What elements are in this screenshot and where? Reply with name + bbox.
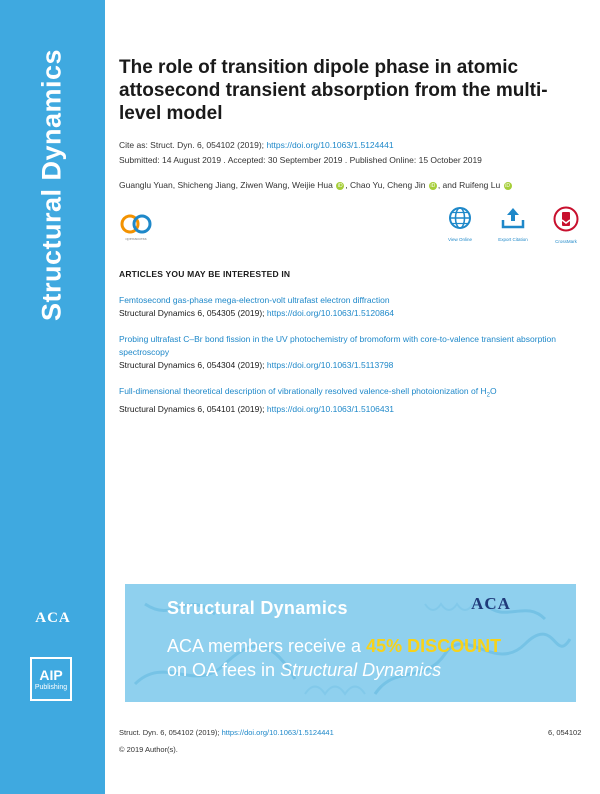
orcid-icon[interactable]: iD — [337, 182, 343, 189]
banner-offer-text: ACA members receive a — [167, 636, 367, 656]
title-text-end: O — [489, 386, 497, 396]
export-citation-button[interactable] — [493, 206, 533, 242]
authors-part-2: , Chao Yu, Cheng Jin — [345, 180, 426, 190]
copyright-notice: © 2019 Author(s). — [119, 745, 178, 754]
banner-discount-highlight: 45% DISCOUNT — [366, 636, 502, 656]
authors-part-3: , and Ruifeng Lu — [437, 180, 501, 190]
aip-publishing-logo[interactable] — [30, 657, 72, 701]
related-article-journal: Structural Dynamics 6, 054304 (2019); — [119, 360, 265, 370]
journal-name-vertical: Structural Dynamics — [36, 48, 67, 322]
banner-aca-logo: ACA — [471, 594, 511, 613]
open-access-label: openaccess — [125, 236, 147, 241]
related-article-reference — [119, 359, 574, 372]
footer-page-number: 6, 054102 — [548, 728, 582, 737]
related-article-reference — [119, 307, 574, 320]
journal-sidebar — [0, 0, 105, 794]
banner-offer-text-2: on OA fees in — [167, 660, 281, 680]
related-article-journal: Structural Dynamics 6, 054101 (2019); — [119, 403, 265, 414]
banner-journal-italic: Structural Dynamics — [280, 660, 442, 680]
related-article-reference — [119, 403, 574, 416]
banner-offer-line-1 — [167, 636, 501, 657]
aip-logo-text: AIP — [39, 667, 63, 683]
related-article-title-link[interactable]: Probing ultrafast C–Br bond fission in the UV photochemistry of bromoform with core-to-valence transient absorption spectroscopy — [119, 334, 557, 357]
authors-part-1: Guanglu Yuan, Shicheng Jiang, Ziwen Wang, Weijie Hua — [119, 180, 333, 190]
crossmark-button[interactable] — [546, 206, 586, 244]
author-list — [119, 180, 513, 190]
related-articles-heading: ARTICLES YOU MAY BE INTERESTED IN — [119, 269, 291, 279]
article-doi-link[interactable]: https://doi.org/10.1063/1.5124441 — [266, 140, 394, 150]
banner-journal-title: Structural Dynamics — [167, 598, 348, 618]
related-article-journal: Structural Dynamics 6, 054305 (2019); — [119, 308, 265, 318]
related-article-title-link[interactable] — [119, 385, 574, 403]
related-article-doi-link[interactable]: https://doi.org/10.1063/1.5113798 — [266, 360, 394, 370]
crossmark-label: CrossMark — [555, 239, 577, 244]
footer-cite-label: Struct. Dyn. 6, 054102 (2019); — [119, 728, 220, 737]
footer-doi-link[interactable]: https://doi.org/10.1063/1.5124441 — [221, 728, 334, 737]
globe-icon — [448, 206, 472, 230]
related-article-title-link[interactable]: Femtosecond gas-phase mega-electron-volt ultrafast electron diffraction — [119, 295, 390, 305]
related-article — [119, 294, 574, 320]
article-title: The role of transition dipole phase in atomic attosecond transient absorption from the multi-level model — [119, 57, 548, 124]
cite-as-line — [119, 140, 579, 150]
aip-logo-subtext: Publishing — [34, 684, 68, 691]
cite-as-label: Cite as: Struct. Dyn. 6, 054102 (2019); — [119, 140, 265, 150]
footer-citation — [119, 728, 334, 737]
aca-logo[interactable]: ACA — [35, 610, 71, 626]
title-text: Full-dimensional theoretical description of vibrationally resolved valence-shell photoionization of H — [119, 386, 487, 396]
related-article — [119, 385, 574, 416]
title-subscript: 2 — [486, 392, 490, 399]
orcid-icon[interactable]: iD — [430, 182, 436, 189]
open-access-logo — [119, 212, 153, 242]
export-citation-label: Export Citation — [498, 237, 528, 242]
publication-dates: Submitted: 14 August 2019 . Accepted: 30 September 2019 . Published Online: 15 October 2019 — [119, 155, 482, 165]
export-icon — [500, 206, 526, 230]
view-online-button[interactable] — [440, 206, 480, 242]
aca-discount-banner[interactable] — [125, 584, 576, 702]
crossmark-icon — [553, 206, 579, 232]
related-article — [119, 333, 574, 372]
related-article-doi-link[interactable]: https://doi.org/10.1063/1.5120864 — [266, 308, 395, 318]
banner-offer-line-2 — [167, 660, 441, 681]
open-access-icon — [119, 212, 153, 236]
view-online-label: View Online — [448, 237, 472, 242]
orcid-icon[interactable]: iD — [505, 182, 510, 189]
related-article-doi-link[interactable]: https://doi.org/10.1063/1.5106431 — [266, 403, 395, 414]
